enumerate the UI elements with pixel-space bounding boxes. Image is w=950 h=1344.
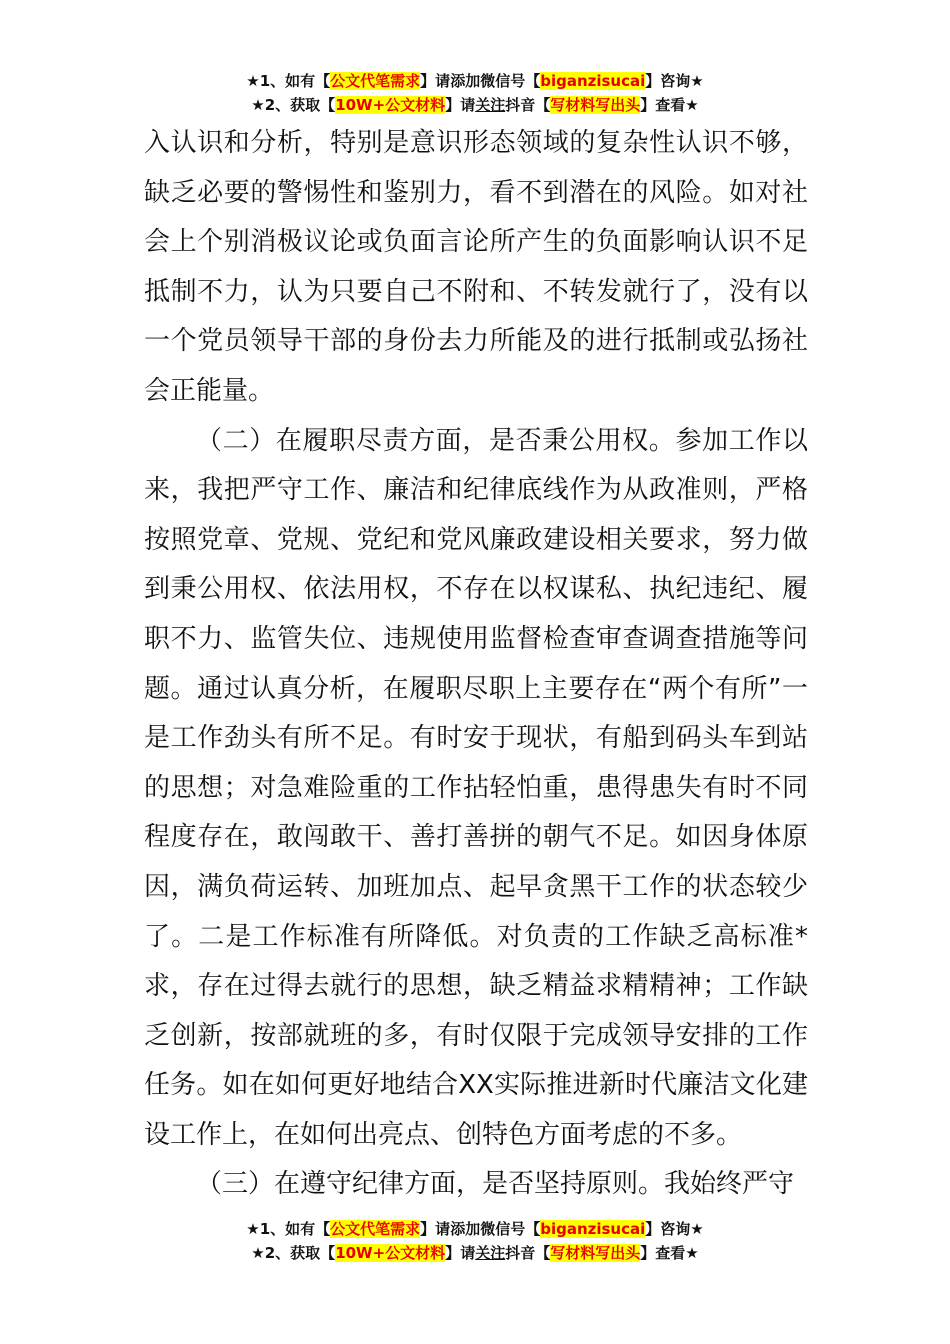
banner-text: ★2、获取【	[251, 1244, 336, 1262]
header-banner	[0, 69, 950, 117]
banner-douyin-id: 写材料写出头	[550, 1244, 641, 1262]
banner-emphasis: 关注	[475, 1244, 506, 1262]
paragraph-2: （二）在履职尽责方面，是否秉公用权。参加工作以来，我把严守工作、廉洁和纪律底线作为从政准则，严格按照党章、党规、党纪和党风廉政建设相关要求，努力做到秉公用权、依法用权，不存在以权谋私、执纪违纪、履职不力、监管失位、违规使用监督检查审查调查措施等问题。通过认真分析，在履职尽职上主要存在“两个有所”一是工作劲头有所不足。有时安于现状，有船到码头车到站的思想；对急难险重的工作拈轻怕重，患得患失有时不同程度存在，敢闯敢干、善打善拼的朝气不足。如因身体原因，满负荷运转、加班加点、起早贪黑干工作的状态较少了。二是工作标准有所降低。对负责的工作缺乏高标准*求，存在过得去就行的思想，缺乏精益求精精神；工作缺乏创新，按部就班的多，有时仅限于完成领导安排的工作任务。如在如何更好地结合XX实际推进新时代廉洁文化建设工作上，在如何出亮点、创特色方面考虑的不多。	[144, 425, 808, 1150]
banner-text: ★2、获取【	[251, 96, 336, 114]
banner-text: ★1、如有【	[246, 1220, 331, 1238]
banner-highlight: 公文代笔需求	[330, 1220, 421, 1238]
banner-text: ★1、如有【	[246, 72, 331, 90]
banner-line-2	[0, 93, 950, 117]
paragraph-1: 入认识和分析，特别是意识形态领域的复杂性认识不够，缺乏必要的警惕性和鉴别力，看不到潜在的风险。如对社会上个别消极议论或负面言论所产生的负面影响认识不足抵制不力，认为只要自己不附和、不转发就行了，没有以一个党员领导干部的身份去力所能及的进行抵制或弘扬社会正能量。	[144, 128, 808, 406]
banner-text: 】请	[445, 1244, 476, 1262]
banner-line-1	[0, 1217, 950, 1241]
banner-text: 】请	[420, 72, 451, 90]
banner-text: 微信号【	[480, 1220, 541, 1238]
banner-text: 】请	[445, 96, 476, 114]
banner-wechat-id: biganzisucai	[540, 1220, 646, 1238]
banner-text: 】请	[420, 1220, 451, 1238]
banner-text: 】咨询★	[645, 72, 704, 90]
banner-line-1	[0, 69, 950, 93]
banner-emphasis: 添加	[450, 1220, 481, 1238]
banner-text: 抖音【	[505, 1244, 551, 1262]
banner-line-2	[0, 1241, 950, 1265]
banner-highlight: 10W+公文材料	[335, 1244, 446, 1262]
footer-banner	[0, 1217, 950, 1265]
banner-emphasis: 添加	[450, 72, 481, 90]
banner-wechat-id: biganzisucai	[540, 72, 646, 90]
paragraph-3: （三）在遵守纪律方面，是否坚持原则。我始终严守	[196, 1169, 795, 1200]
banner-text: 】查看★	[640, 1244, 699, 1262]
banner-highlight: 公文代笔需求	[330, 72, 421, 90]
banner-emphasis: 关注	[475, 96, 506, 114]
banner-text: 】查看★	[640, 96, 699, 114]
banner-text: 微信号【	[480, 72, 541, 90]
document-body	[144, 119, 808, 1210]
banner-highlight: 10W+公文材料	[335, 96, 446, 114]
banner-douyin-id: 写材料写出头	[550, 96, 641, 114]
banner-text: 抖音【	[505, 96, 551, 114]
banner-text: 】咨询★	[645, 1220, 704, 1238]
